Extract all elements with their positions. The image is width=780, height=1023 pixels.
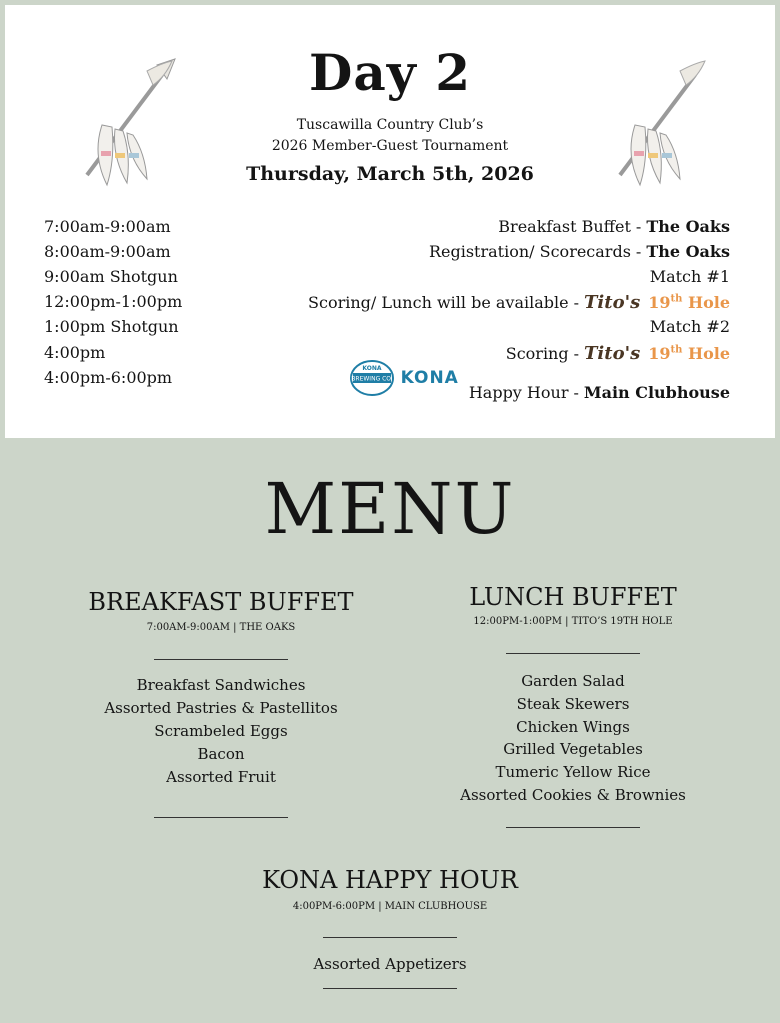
svg-text:KONA: KONA bbox=[362, 365, 382, 372]
schedule-row bbox=[5, 365, 775, 402]
menu-item: Assorted Cookies & Brownies bbox=[460, 786, 686, 804]
divider bbox=[506, 827, 640, 828]
schedule-row bbox=[5, 317, 775, 342]
event-label: Breakfast Buffet bbox=[498, 217, 631, 236]
schedule-row bbox=[5, 217, 775, 242]
schedule-event: Scoring/ Lunch will be available - Tito's 19th Hole bbox=[308, 292, 730, 313]
schedule-event bbox=[650, 317, 730, 336]
schedule-event: Scoring - Tito's 19th Hole bbox=[505, 343, 730, 364]
schedule-time: 12:00pm-1:00pm bbox=[44, 292, 183, 311]
menu-item: Scrambeled Eggs bbox=[154, 722, 288, 740]
schedule-time: 1:00pm Shotgun bbox=[44, 317, 179, 336]
schedule-time: 9:00am Shotgun bbox=[44, 267, 178, 286]
menu-item: Assorted Appetizers bbox=[313, 955, 467, 973]
kona-logo bbox=[349, 358, 459, 398]
event-label: Scoring/ Lunch will be available bbox=[308, 293, 569, 312]
schedule-time: 8:00am-9:00am bbox=[44, 242, 171, 261]
breakfast-subtitle: 7:00AM-9:00AM | THE OAKS bbox=[146, 622, 296, 633]
titos-logo: Tito's bbox=[584, 292, 641, 313]
divider bbox=[154, 659, 288, 660]
event-label: Match #1 bbox=[649, 267, 730, 286]
svg-text:BREWING CO.: BREWING CO. bbox=[350, 375, 393, 383]
lunch-subtitle: 12:00PM-1:00PM | TITO’S 19TH HOLE bbox=[473, 616, 673, 627]
titos-logo: Tito's bbox=[584, 343, 641, 364]
schedule-event: BREWING CO. KONA KONA Happy Hour - Main Clubhouse bbox=[349, 358, 730, 402]
hole-name: 19th Hole bbox=[648, 344, 730, 363]
hole-name: 19th Hole bbox=[648, 293, 730, 312]
schedule-time: 4:00pm bbox=[44, 343, 106, 362]
divider bbox=[323, 988, 457, 989]
event-date: Thursday, March 5th, 2026 bbox=[246, 163, 534, 185]
schedule-event bbox=[650, 267, 730, 286]
kona-badge-icon bbox=[349, 358, 395, 398]
schedule-time: 7:00am-9:00am bbox=[44, 217, 171, 236]
menu-item: Tumeric Yellow Rice bbox=[495, 763, 651, 781]
tournament-name: 2026 Member-Guest Tournament bbox=[271, 138, 509, 154]
schedule-time: 4:00pm-6:00pm bbox=[44, 368, 173, 387]
schedule-panel bbox=[5, 5, 775, 438]
menu-item: Bacon bbox=[197, 745, 245, 763]
menu-item: Steak Skewers bbox=[516, 695, 630, 713]
menu-title: MENU bbox=[264, 468, 516, 550]
event-label: Happy Hour bbox=[468, 383, 569, 402]
schedule-row bbox=[5, 242, 775, 267]
schedule-event: Registration/ Scorecards - The Oaks bbox=[428, 242, 730, 261]
club-name: Tuscawilla Country Club’s bbox=[296, 117, 484, 133]
schedule-row bbox=[5, 267, 775, 292]
menu-item: Garden Salad bbox=[521, 672, 625, 690]
divider bbox=[506, 653, 640, 654]
happy-hour-subtitle: 4:00PM-6:00PM | MAIN CLUBHOUSE bbox=[292, 901, 488, 912]
day-title: Day 2 bbox=[308, 43, 471, 102]
breakfast-title: BREAKFAST BUFFET bbox=[88, 588, 354, 616]
menu-item: Breakfast Sandwiches bbox=[136, 676, 306, 694]
menu-item: Grilled Vegetables bbox=[503, 740, 643, 758]
event-label: Registration/ Scorecards bbox=[428, 242, 631, 261]
divider bbox=[323, 937, 457, 938]
lunch-title: LUNCH BUFFET bbox=[469, 583, 677, 611]
schedule-event: Breakfast Buffet - The Oaks bbox=[498, 217, 730, 236]
happy-hour-title: KONA HAPPY HOUR bbox=[262, 866, 518, 894]
kona-wordmark: KONA bbox=[400, 368, 459, 388]
event-label: Match #2 bbox=[649, 317, 730, 336]
divider bbox=[154, 817, 288, 818]
event-location: The Oaks bbox=[646, 217, 730, 236]
schedule-row bbox=[5, 292, 775, 317]
event-location: Main Clubhouse bbox=[583, 383, 730, 402]
menu-item: Assorted Pastries & Pastellitos bbox=[104, 699, 338, 717]
menu-item: Chicken Wings bbox=[516, 718, 630, 736]
event-location: The Oaks bbox=[646, 242, 730, 261]
event-label: Scoring bbox=[505, 344, 569, 363]
menu-item: Assorted Fruit bbox=[166, 768, 276, 786]
